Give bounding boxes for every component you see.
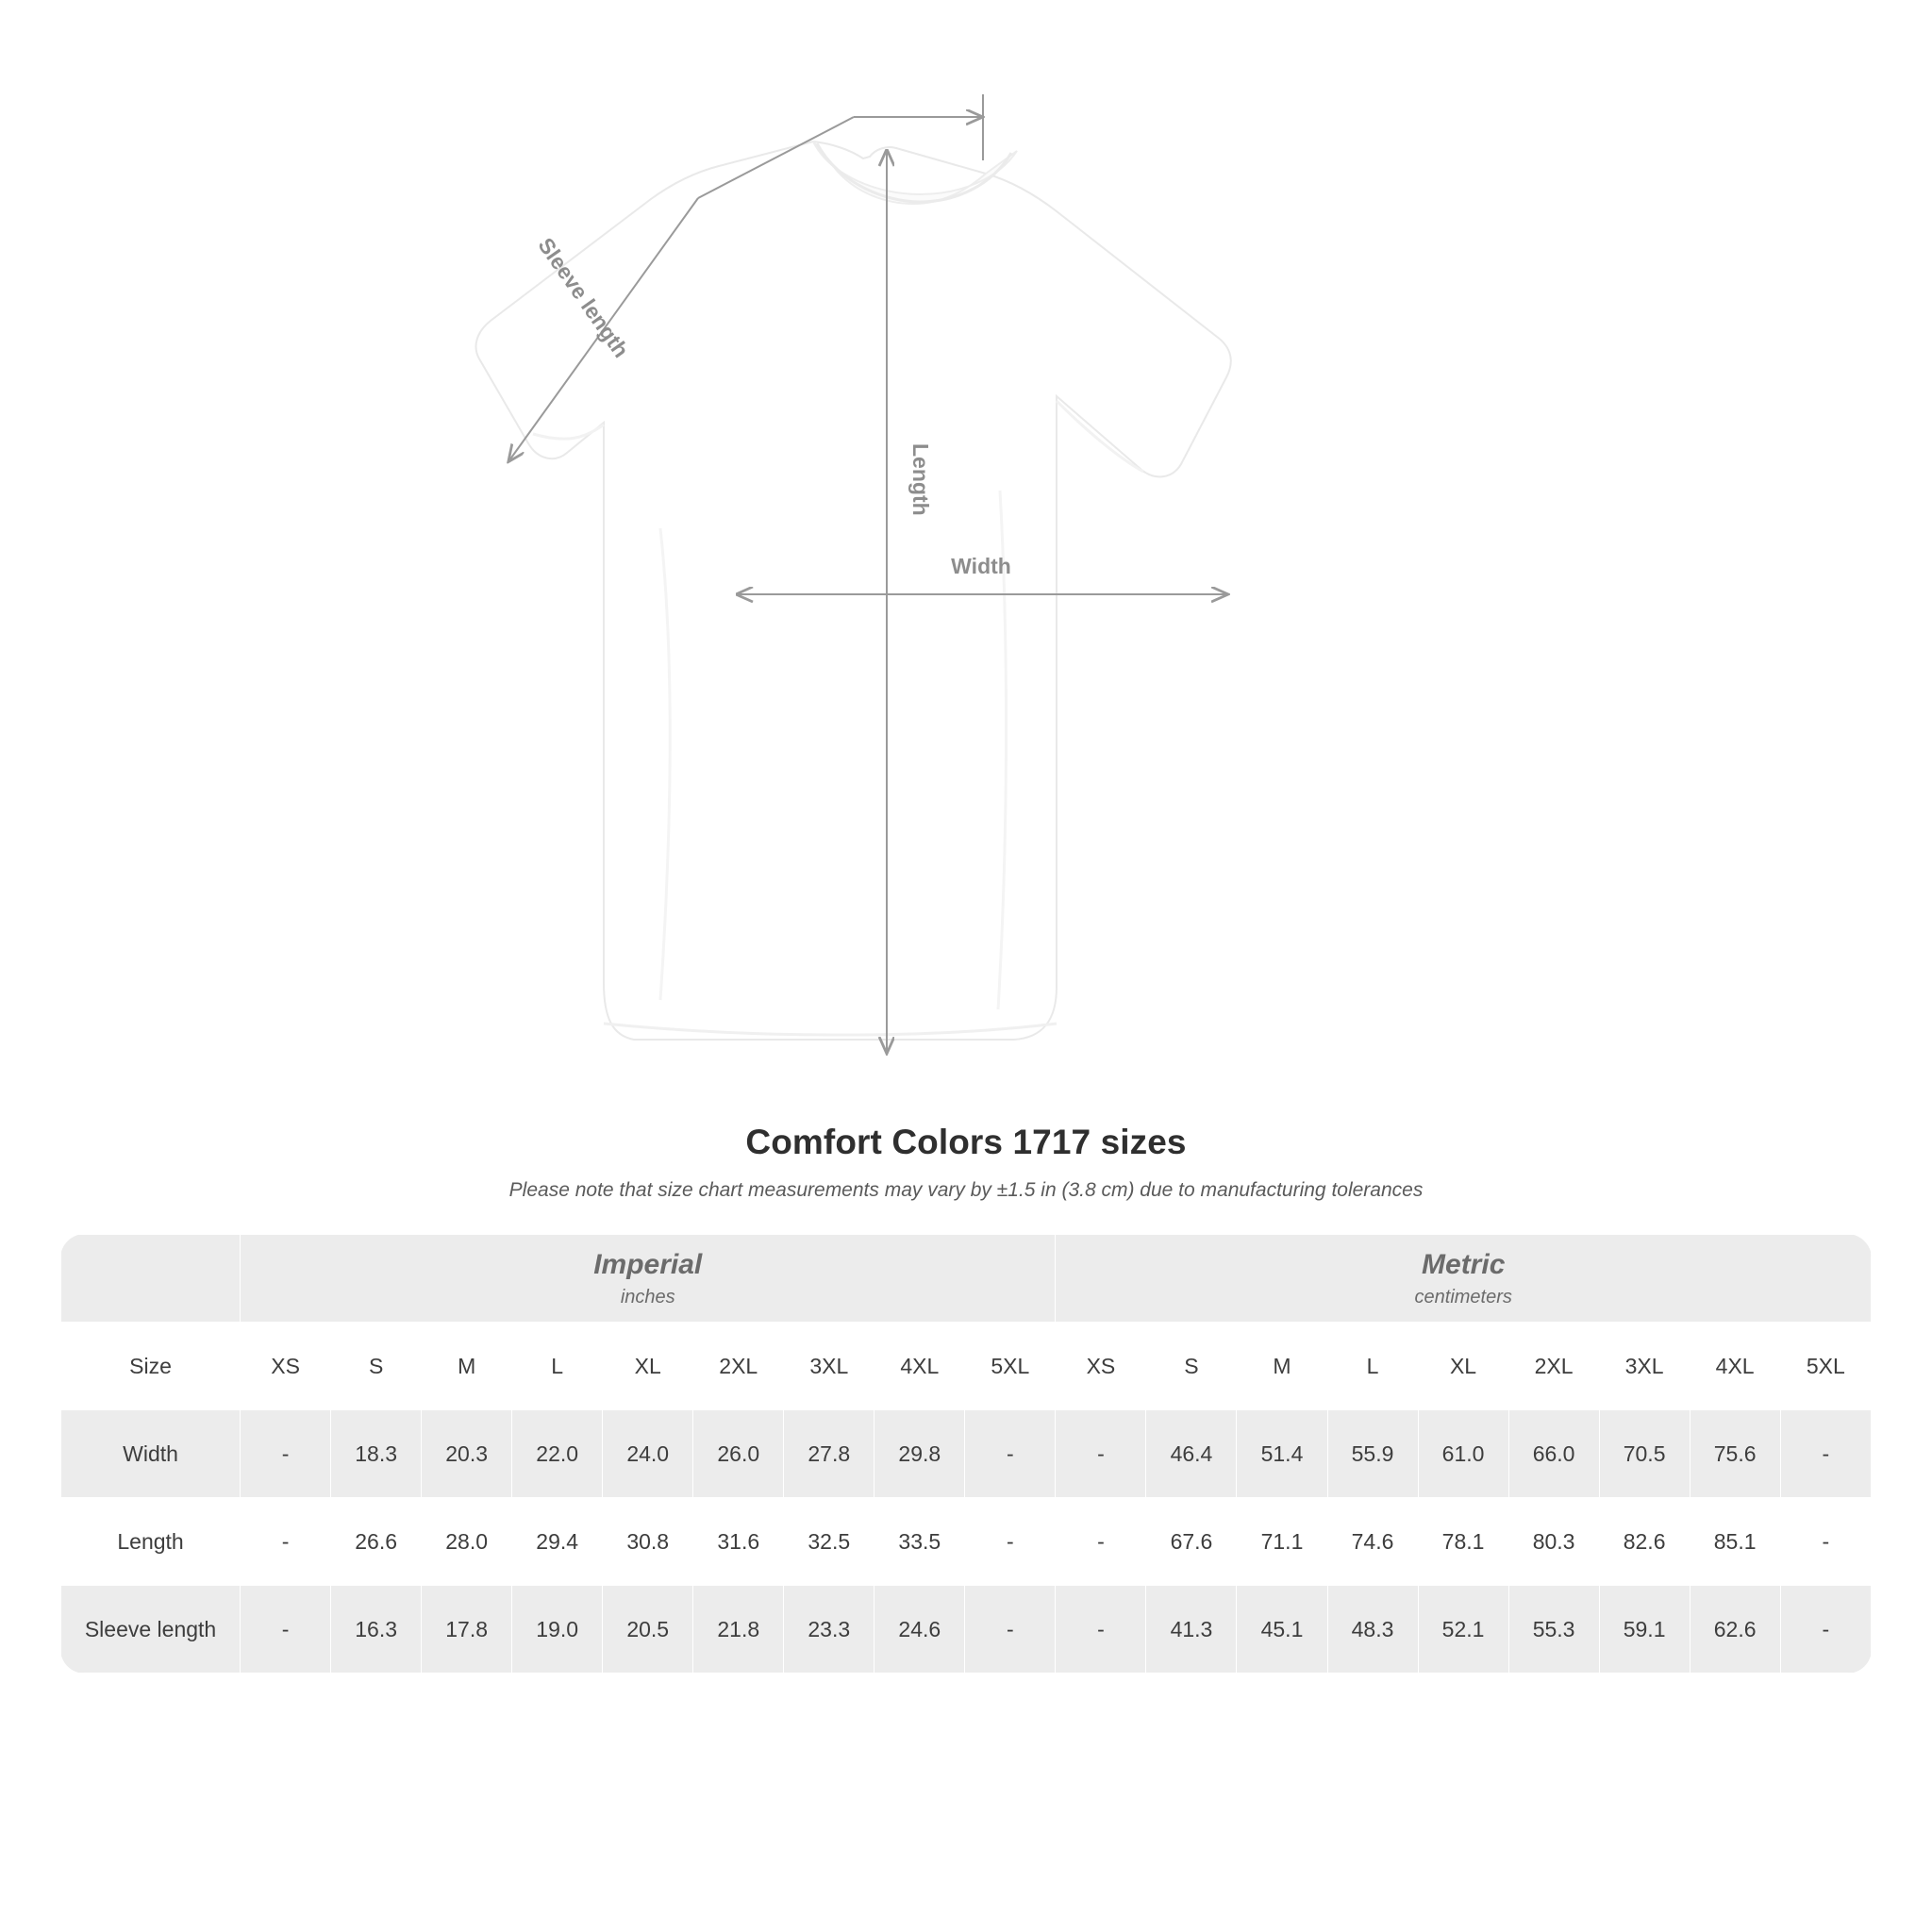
cell-length-met-2: 71.1 xyxy=(1237,1498,1327,1586)
cell-sleeve-imp-7: 24.6 xyxy=(874,1586,965,1674)
size-header-imp-1: S xyxy=(331,1323,422,1410)
cell-length-imp-7: 33.5 xyxy=(874,1498,965,1586)
cell-length-imp-3: 29.4 xyxy=(512,1498,603,1586)
cell-length-met-4: 78.1 xyxy=(1418,1498,1508,1586)
cell-sleeve-met-0: - xyxy=(1056,1586,1146,1674)
size-header-imp-0: XS xyxy=(241,1323,331,1410)
row-label-width: Width xyxy=(61,1410,241,1498)
size-header-met-3: L xyxy=(1327,1323,1418,1410)
table-corner-cell xyxy=(61,1235,241,1323)
size-header-row xyxy=(61,1323,1872,1410)
cell-width-met-1: 46.4 xyxy=(1146,1410,1237,1498)
table-row xyxy=(61,1586,1872,1674)
size-header-imp-6: 3XL xyxy=(784,1323,874,1410)
size-header-met-5: 2XL xyxy=(1508,1323,1599,1410)
size-header-met-6: 3XL xyxy=(1599,1323,1690,1410)
size-header-imp-4: XL xyxy=(603,1323,693,1410)
size-header-met-0: XS xyxy=(1056,1323,1146,1410)
size-header-met-2: M xyxy=(1237,1323,1327,1410)
cell-sleeve-met-6: 59.1 xyxy=(1599,1586,1690,1674)
cell-width-met-8: - xyxy=(1780,1410,1871,1498)
cell-width-imp-0: - xyxy=(241,1410,331,1498)
cell-sleeve-met-1: 41.3 xyxy=(1146,1586,1237,1674)
cell-sleeve-imp-8: - xyxy=(965,1586,1056,1674)
cell-length-met-6: 82.6 xyxy=(1599,1498,1690,1586)
unit-name-imperial: Imperial xyxy=(593,1248,703,1280)
sleeve-length-label: Sleeve length xyxy=(533,233,634,362)
size-header-met-1: S xyxy=(1146,1323,1237,1410)
cell-length-met-7: 85.1 xyxy=(1690,1498,1780,1586)
cell-length-imp-2: 28.0 xyxy=(422,1498,512,1586)
tshirt-shape xyxy=(476,142,1231,1040)
table-row xyxy=(61,1498,1872,1586)
cell-length-imp-0: - xyxy=(241,1498,331,1586)
cell-sleeve-met-8: - xyxy=(1780,1586,1871,1674)
cell-sleeve-met-7: 62.6 xyxy=(1690,1586,1780,1674)
tolerance-note: Please note that size chart measurements may vary by ±1.5 in (3.8 cm) due to manufacturing tolerances xyxy=(508,1179,1424,1201)
title-block xyxy=(0,1123,1932,1202)
width-label: Width xyxy=(951,554,1011,578)
unit-sub-metric: centimeters xyxy=(1414,1286,1512,1307)
length-label: Length xyxy=(908,443,933,516)
cell-sleeve-met-5: 55.3 xyxy=(1508,1586,1599,1674)
cell-sleeve-met-2: 45.1 xyxy=(1237,1586,1327,1674)
cell-width-imp-4: 24.0 xyxy=(603,1410,693,1498)
unit-header-metric xyxy=(1056,1235,1872,1323)
column-header-size: Size xyxy=(61,1323,241,1410)
cell-sleeve-imp-5: 21.8 xyxy=(693,1586,784,1674)
cell-length-met-3: 74.6 xyxy=(1327,1498,1418,1586)
size-header-imp-8: 5XL xyxy=(965,1323,1056,1410)
cell-sleeve-imp-3: 19.0 xyxy=(512,1586,603,1674)
size-header-imp-3: L xyxy=(512,1323,603,1410)
cell-sleeve-met-4: 52.1 xyxy=(1418,1586,1508,1674)
cell-sleeve-imp-0: - xyxy=(241,1586,331,1674)
cell-width-imp-5: 26.0 xyxy=(693,1410,784,1498)
cell-width-imp-2: 20.3 xyxy=(422,1410,512,1498)
cell-width-met-3: 55.9 xyxy=(1327,1410,1418,1498)
cell-width-imp-3: 22.0 xyxy=(512,1410,603,1498)
unit-sub-imperial: inches xyxy=(620,1286,675,1307)
cell-width-met-0: - xyxy=(1056,1410,1146,1498)
row-label-sleeve-length: Sleeve length xyxy=(61,1586,241,1674)
cell-length-imp-5: 31.6 xyxy=(693,1498,784,1586)
size-header-imp-2: M xyxy=(422,1323,512,1410)
cell-sleeve-met-3: 48.3 xyxy=(1327,1586,1418,1674)
cell-length-imp-8: - xyxy=(965,1498,1056,1586)
cell-width-met-4: 61.0 xyxy=(1418,1410,1508,1498)
size-header-met-8: 5XL xyxy=(1780,1323,1871,1410)
cell-width-met-6: 70.5 xyxy=(1599,1410,1690,1498)
cell-sleeve-imp-4: 20.5 xyxy=(603,1586,693,1674)
cell-sleeve-imp-1: 16.3 xyxy=(331,1586,422,1674)
cell-length-imp-6: 32.5 xyxy=(784,1498,874,1586)
cell-width-met-5: 66.0 xyxy=(1508,1410,1599,1498)
cell-sleeve-imp-2: 17.8 xyxy=(422,1586,512,1674)
unit-name-metric: Metric xyxy=(1422,1248,1506,1280)
page-title: Comfort Colors 1717 sizes xyxy=(745,1123,1187,1161)
size-header-imp-7: 4XL xyxy=(874,1323,965,1410)
cell-length-met-5: 80.3 xyxy=(1508,1498,1599,1586)
cell-width-imp-8: - xyxy=(965,1410,1056,1498)
row-label-length: Length xyxy=(61,1498,241,1586)
cell-sleeve-imp-6: 23.3 xyxy=(784,1586,874,1674)
cell-width-met-2: 51.4 xyxy=(1237,1410,1327,1498)
cell-width-imp-1: 18.3 xyxy=(331,1410,422,1498)
size-table-wrapper xyxy=(60,1234,1872,1674)
size-header-met-4: XL xyxy=(1418,1323,1508,1410)
cell-width-met-7: 75.6 xyxy=(1690,1410,1780,1498)
cell-width-imp-6: 27.8 xyxy=(784,1410,874,1498)
table-row xyxy=(61,1410,1872,1498)
cell-length-met-0: - xyxy=(1056,1498,1146,1586)
cell-length-imp-1: 26.6 xyxy=(331,1498,422,1586)
cell-length-imp-4: 30.8 xyxy=(603,1498,693,1586)
cell-length-met-8: - xyxy=(1780,1498,1871,1586)
size-header-met-7: 4XL xyxy=(1690,1323,1780,1410)
cell-width-imp-7: 29.8 xyxy=(874,1410,965,1498)
cell-length-met-1: 67.6 xyxy=(1146,1498,1237,1586)
size-header-imp-5: 2XL xyxy=(693,1323,784,1410)
size-table xyxy=(60,1234,1872,1674)
unit-header-imperial xyxy=(241,1235,1056,1323)
unit-header-row xyxy=(61,1235,1872,1323)
